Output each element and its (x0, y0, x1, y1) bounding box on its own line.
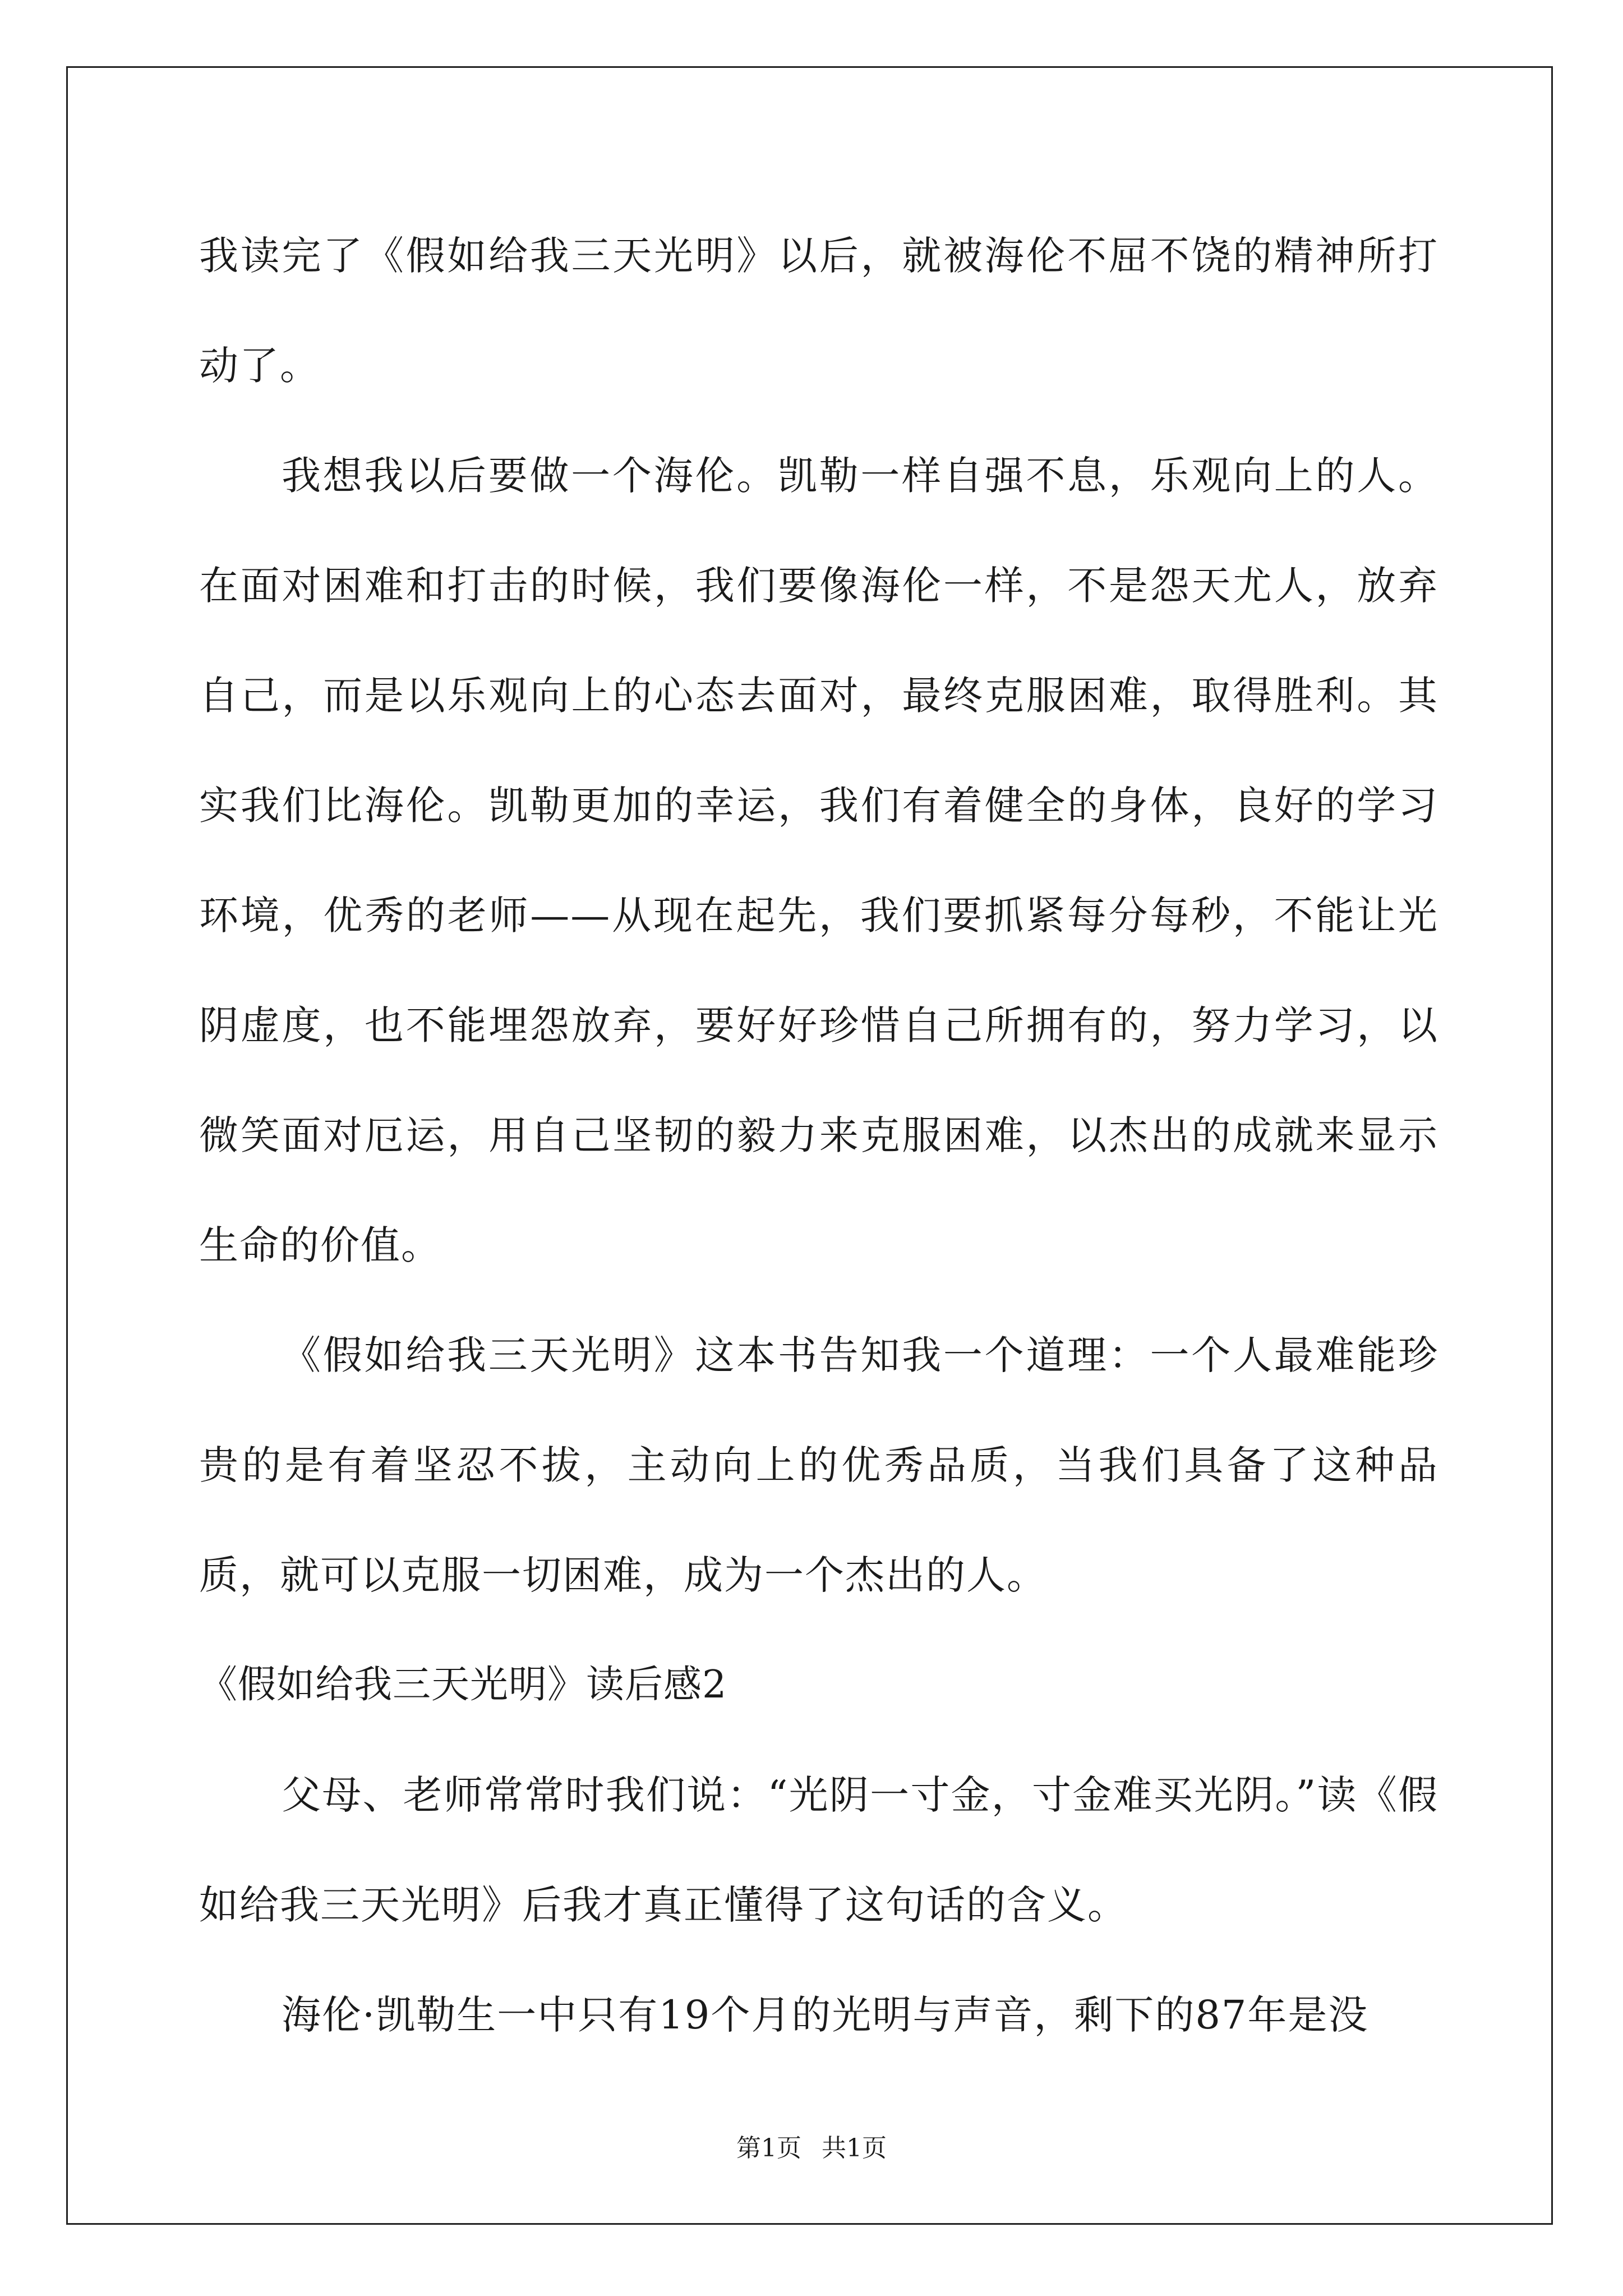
paragraph-3: 《假如给我三天光明》这本书告知我一个道理：一个人最难能珍贵的是有着坚忍不拔，主动向上的优秀品质，当我们具备了这种品质，就可以克服一切困难，成为一个杰出的人。 (199, 1332, 1438, 1598)
page-footer (0, 2128, 1623, 2164)
paragraph-2: 我想我以后要做一个海伦。凯勒一样自强不息，乐观向上的人。在面对困难和打击的时候，我们要像海伦一样，不是怨天尤人，放弃自己，而是以乐观向上的心态去面对，最终克服困难，取得胜利。其实我们比海伦。凯勒更加的幸运，我们有着健全的身体，良好的学习环境，优秀的老师——从现在起先，我们要抓紧每分每秒，不能让光阴虚度，也不能埋怨放弃，要好好珍惜自己所拥有的，努力学习，以微笑面对厄运，用自己坚韧的毅力来克服困难，以杰出的成就来显示生命的价值。 (199, 453, 1438, 1268)
paragraph-5: 海伦·凯勒生一中只有19个月的光明与声音，剩下的87年是没 (282, 1992, 1369, 2038)
page-number: 第1页 (736, 2134, 801, 2162)
paragraph-4: 父母、老师常常时我们说：“光阴一寸金，寸金难买光阴。”读《假如给我三天光明》后我才真正懂得了这句话的含义。 (199, 1772, 1438, 1928)
document-body (199, 201, 1438, 2070)
page-total: 共1页 (822, 2134, 887, 2162)
paragraph-1: 我读完了《假如给我三天光明》以后，就被海伦不屈不饶的精神所打动了。 (199, 233, 1438, 389)
section-heading: 《假如给我三天光明》读后感2 (199, 1663, 727, 1707)
